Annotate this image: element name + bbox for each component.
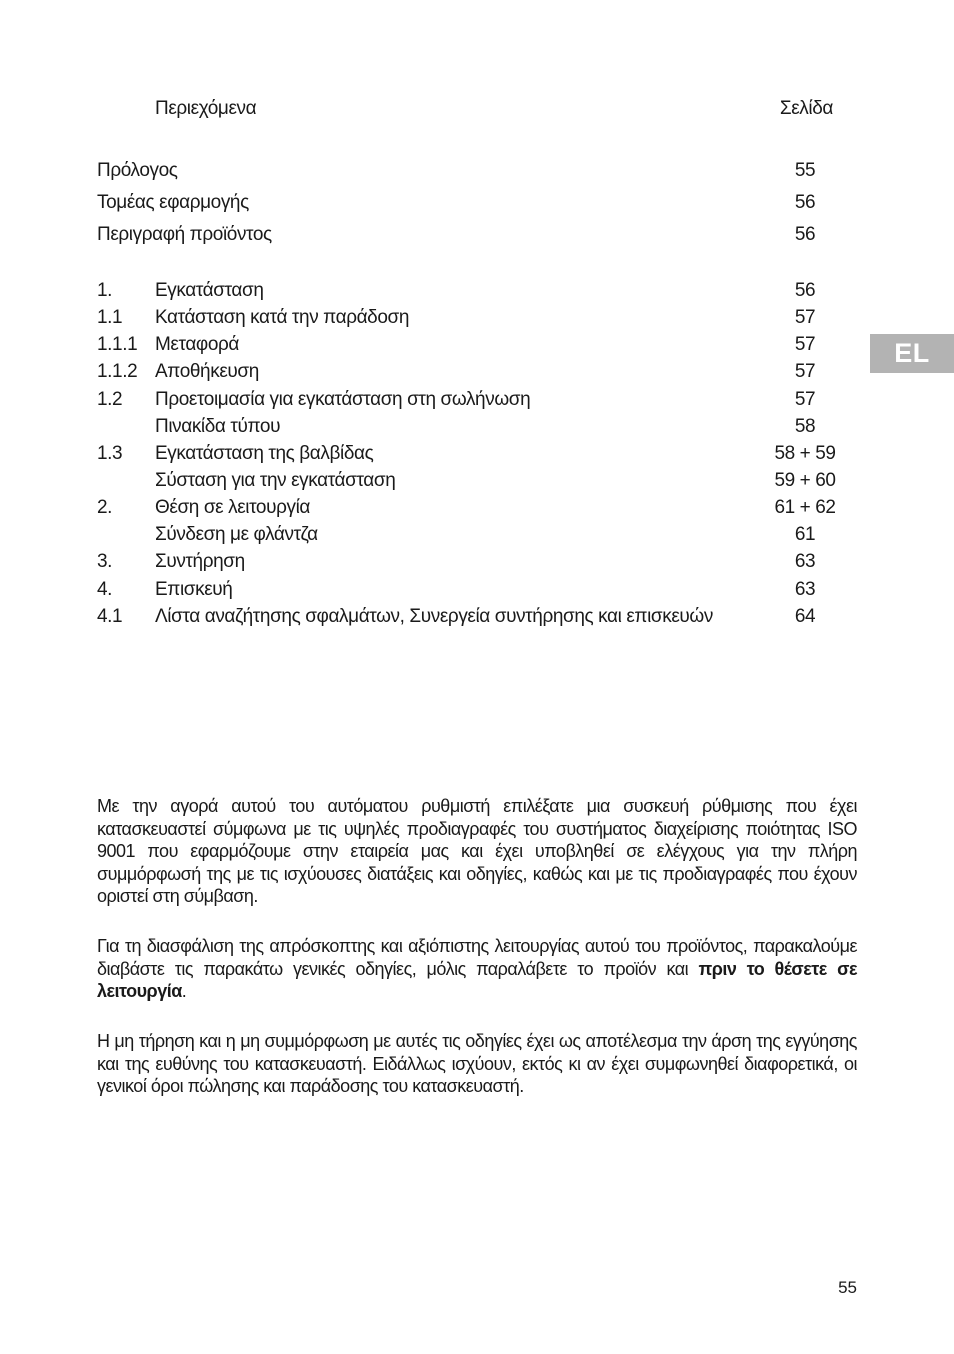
toc-entry-title: Λίστα αναζήτησης σφαλμάτων, Συνεργεία συντήρησης και επισκευών [155, 606, 713, 627]
toc-entry-title: Θέση σε λειτουργία [155, 497, 310, 518]
toc-entry-number: 4.1 [97, 606, 123, 627]
toc-entry-page: 56 [794, 192, 816, 213]
warranty-paragraph: Η μη τήρηση και η μη συμμόρφωση με αυτές τις οδηγίες έχει ως αποτέλεσμα την άρση της εγγύησης και της ευθύνης του κατασκευαστή. Ειδάλλως ισχύουν, εκτός κι αν έχει συμφωνηθεί διαφορετικά, οι γενικοί όροι πώλησης και παράδοσης του κατασκευαστή. [97, 1031, 857, 1096]
toc-entry-page: 64 [794, 606, 816, 627]
toc-entry-title: Σύσταση για την εγκατάσταση [155, 470, 396, 491]
toc-entry-number: 1.1.1 [97, 334, 138, 355]
toc-entry [0, 278, 954, 304]
toc-entry [0, 577, 954, 603]
toc-entry [0, 441, 954, 467]
toc-entry-title: Πρόλογος [97, 160, 178, 181]
toc-entry-title: Μεταφορά [155, 334, 239, 355]
toc-heading: Περιεχόμενα [155, 98, 257, 119]
operation-paragraph-text: Για τη διασφάλιση της απρόσκοπτης και αξιόπιστης λειτουργίας αυτού του προϊόντος, παρακαλούμε διαβάστε τις παρακάτω γενικές οδηγίες, μόλις παραλάβετε το προϊόν και [97, 936, 857, 979]
toc-entry-page: 59 + 60 [774, 470, 836, 491]
toc-entry-page: 63 [794, 551, 816, 572]
toc-entry-page: 55 [794, 160, 816, 181]
toc-entry-page: 57 [794, 361, 816, 382]
toc-entry [0, 359, 954, 385]
toc-entry [0, 495, 954, 521]
toc-entry-number: 2. [97, 497, 113, 518]
toc-entry-title: Εγκατάσταση [155, 280, 264, 301]
toc-entry-number: 3. [97, 551, 113, 572]
toc-entry-page: 57 [794, 307, 816, 328]
toc-entry-page: 57 [794, 389, 816, 410]
toc-entry [0, 305, 954, 331]
toc-entry-number: 4. [97, 579, 113, 600]
toc-entry-page: 58 [794, 416, 816, 437]
toc-entry-title: Περιγραφή προϊόντος [97, 224, 272, 245]
toc-entry-title: Σύνδεση με φλάντζα [155, 524, 318, 545]
toc-entry-title: Προετοιμασία για εγκατάσταση στη σωλήνωση [155, 389, 531, 410]
toc-entry [0, 332, 954, 358]
toc-entry-number: 1.2 [97, 389, 123, 410]
toc-header [0, 96, 954, 122]
toc-entry-title: Συντήρηση [155, 551, 245, 572]
toc-entry-title: Αποθήκευση [155, 361, 259, 382]
toc-entry-title: Πινακίδα τύπου [155, 416, 281, 437]
toc-entry [0, 414, 954, 440]
toc-entry-page: 61 [794, 524, 816, 545]
operation-emphasis: πριν το θέσετε σε λειτουργία [97, 958, 857, 1001]
operation-paragraph [97, 935, 857, 1003]
toc-intro-entry [0, 158, 954, 184]
page-number: 55 [838, 1278, 857, 1297]
toc-entry [0, 522, 954, 548]
intro-paragraph: Με την αγορά αυτού του αυτόματου ρυθμιστή επιλέξατε μια συσκευή ρύθμισης που έχει κατασκευαστεί σύμφωνα με τις υψηλές προδιαγραφές του συστήματος διαχείρισης ποιότητας ISO 9001 που εφαρμόζουμε στην εταιρεία μας και έχει υποβληθεί σε ελέγχους για την πλήρη συμμόρφωσή της με τις ισχύουσες διατάξεις και οδηγίες, καθώς και με τις προδιαγραφές που έχουν οριστεί στη σύμβαση. [97, 796, 857, 906]
toc-entry-number: 1.1.2 [97, 361, 138, 382]
toc-entry-number: 1.3 [97, 443, 123, 464]
language-tab: EL [870, 334, 954, 373]
operation-paragraph-end: . [181, 981, 187, 1001]
toc-entry-page: 57 [794, 334, 816, 355]
toc-entry-title: Τομέας εφαρμογής [97, 192, 249, 213]
toc-entry-page: 56 [794, 280, 816, 301]
toc-intro-entry [0, 190, 954, 216]
toc-entry-title: Κατάσταση κατά την παράδοση [155, 307, 410, 328]
toc-entry [0, 468, 954, 494]
toc-entry [0, 387, 954, 413]
toc-entry-title: Εγκατάσταση της βαλβίδας [155, 443, 374, 464]
toc-entry-title: Επισκευή [155, 579, 233, 600]
toc-entry-page: 56 [794, 224, 816, 245]
toc-entry [0, 604, 954, 630]
toc-entry-page: 61 + 62 [774, 497, 836, 518]
toc-entry-number: 1. [97, 280, 113, 301]
toc-entry-number: 1.1 [97, 307, 123, 328]
toc-entry [0, 549, 954, 575]
toc-entry-page: 63 [794, 579, 816, 600]
toc-page-column-heading: Σελίδα [779, 98, 833, 119]
toc-intro-entry [0, 222, 954, 248]
toc-entry-page: 58 + 59 [774, 443, 836, 464]
